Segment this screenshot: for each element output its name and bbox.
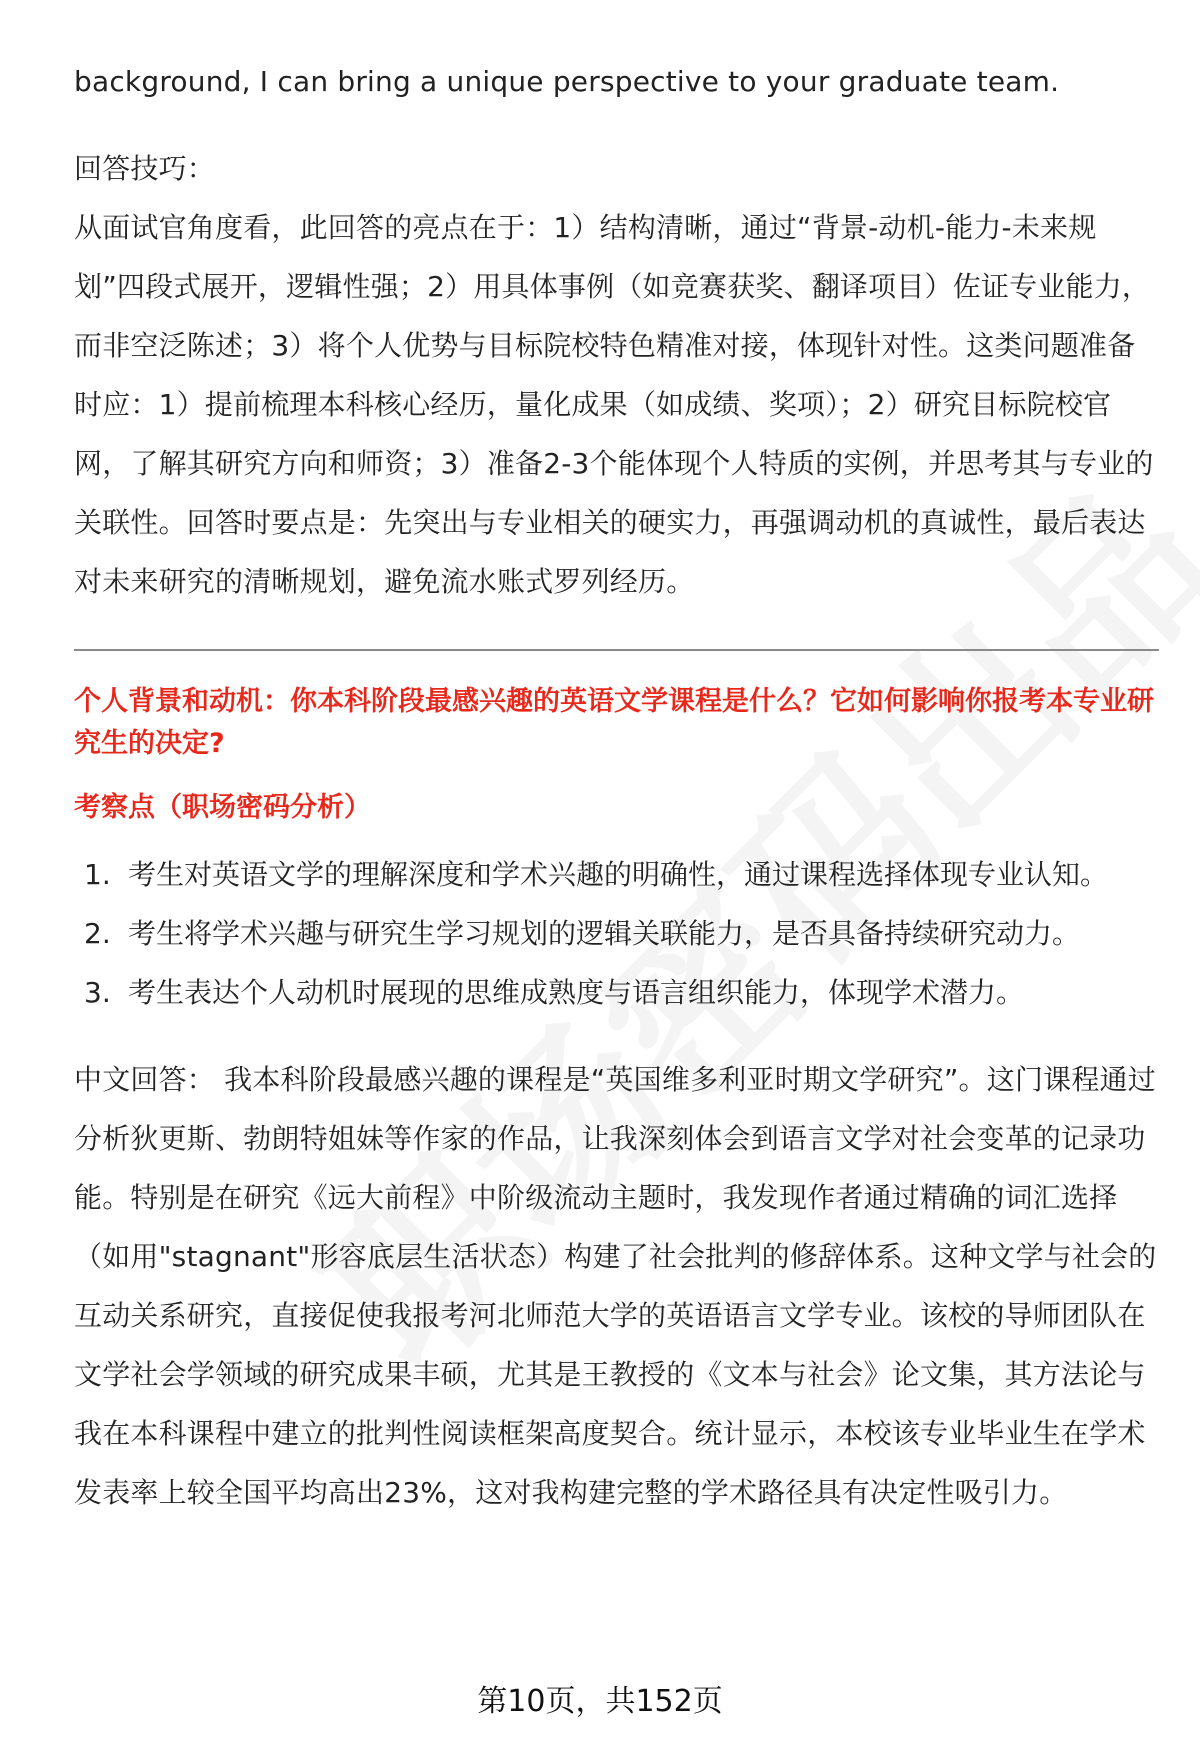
- answer-label: 中文回答：: [74, 1063, 216, 1096]
- list-item: [74, 963, 1159, 1022]
- answer-paragraph: [74, 1050, 1159, 1522]
- question-title: 个人背景和动机：你本科阶段最感兴趣的英语文学课程是什么？它如何影响你报考本专业研究生的决定?: [74, 686, 1154, 759]
- list-item: [74, 904, 1159, 963]
- page-footer: 第10页，共152页: [477, 1684, 723, 1719]
- section-divider: [74, 649, 1159, 651]
- answer-text: 我本科阶段最感兴趣的课程是“英国维多利亚时期文学研究”。这门课程通过分析狄更斯、勃朗特姐妹等作家的作品，让我深刻体会到语言文学对社会变革的记录功能。特别是在研究《远大前程》中阶级流动主题时，我发现作者通过精确的词汇选择（如用"stagnant"形容底层生活状态）构建了社会批判的修辞体系。这种文学与社会的互动关系研究，直接促使我报考河北师范大学的英语语言文学专业。该校的导师团队在文学社会学领域的研究成果丰硕，尤其是王教授的《文本与社会》论文集，其方法论与我在本科课程中建立的批判性阅读框架高度契合。统计显示，本校该专业毕业生在学术发表率上较全国平均高出23%，这对我构建完整的学术路径具有决定性吸引力。: [74, 1063, 1157, 1509]
- list-item: [74, 845, 1159, 904]
- tips-text: 从面试官角度看，此回答的亮点在于：1）结构清晰，通过“背景-动机-能力-未来规划”四段式展开，逻辑性强；2）用具体事例（如竞赛获奖、翻译项目）佐证专业能力，而非空泛陈述；3）将个人优势与目标院校特色精准对接，体现针对性。这类问题准备时应：1）提前梳理本科核心经历，量化成果（如成绩、奖项）；2）研究目标院校官网，了解其研究方向和师资；3）准备2-3个能体现个人特质的实例，并思考其与专业的关联性。回答时要点是：先突出与专业相关的硬实力，再强调动机的真诚性，最后表达对未来研究的清晰规划，避免流水账式罗列经历。: [74, 211, 1154, 598]
- list-item-number: 3.: [84, 976, 111, 1009]
- document-page: [74, 52, 1159, 1522]
- list-item-text: 考生对英语文学的理解深度和学术兴趣的明确性，通过课程选择体现专业认知。: [128, 858, 1109, 891]
- list-item-number: 2.: [84, 917, 111, 950]
- tips-label: 回答技巧：: [74, 152, 216, 185]
- list-item-text: 考生将学术兴趣与研究生学习规划的逻辑关联能力，是否具备持续研究动力。: [128, 917, 1081, 950]
- analysis-label: 考察点（职场密码分析）: [74, 792, 371, 823]
- list-item-number: 1.: [84, 858, 111, 891]
- analysis-points-list: [74, 845, 1159, 1022]
- intro-tail-text: background, I can bring a unique perspective to your graduate team.: [74, 65, 1060, 98]
- list-item-text: 考生表达个人动机时展现的思维成熟度与语言组织能力，体现学术潜力。: [128, 976, 1025, 1009]
